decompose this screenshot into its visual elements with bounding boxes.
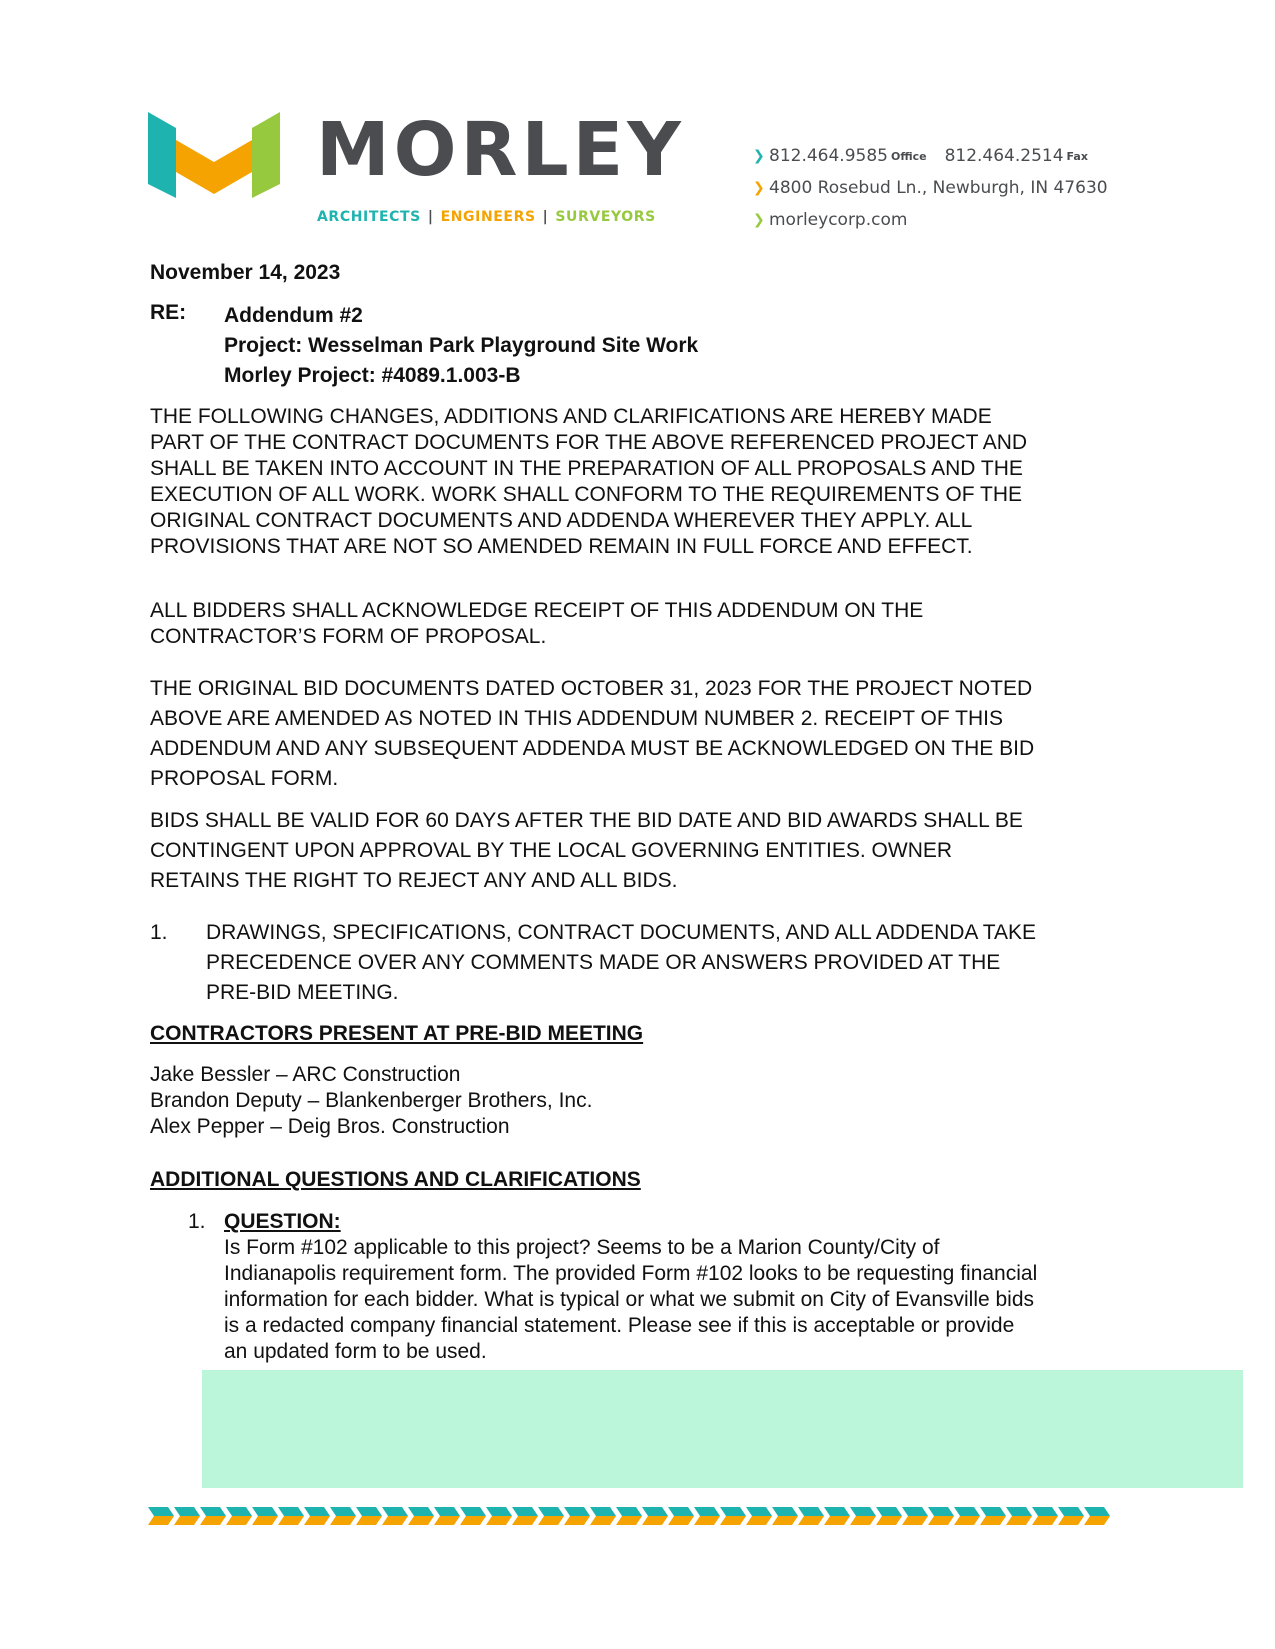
chevron-segment-top	[694, 1507, 720, 1516]
chevron-segment-top	[512, 1507, 538, 1516]
brand-name: MORLEY	[316, 107, 685, 193]
chevron-segment-top	[174, 1507, 200, 1516]
chevron-segment-top	[928, 1507, 954, 1516]
re-line: Addendum #2	[224, 304, 363, 327]
paragraph-line: ABOVE ARE AMENDED AS NOTED IN THIS ADDENDUM NUMBER 2. RECEIPT OF THIS	[150, 707, 1004, 730]
chevron-segment-top	[304, 1507, 330, 1516]
brand-tagline	[317, 209, 656, 225]
chevron-segment-top	[1058, 1507, 1084, 1516]
chevron-segment-bottom	[720, 1516, 746, 1525]
chevron-segment-bottom	[850, 1516, 876, 1525]
chevron-segment-top	[200, 1507, 226, 1516]
chevron-segment-top	[876, 1507, 902, 1516]
chevron-segment-top	[1032, 1507, 1058, 1516]
question-line: information for each bidder. What is typical or what we submit on City of Evansville bids	[224, 1288, 1035, 1311]
chevron-segment-bottom	[174, 1516, 200, 1525]
answer-highlight-box	[202, 1370, 1243, 1488]
office-phone: 812.464.9585	[769, 146, 888, 166]
contact-phone-row	[753, 140, 1108, 172]
chevron-segment-top	[668, 1507, 694, 1516]
chevron-segment-top	[252, 1507, 278, 1516]
re-subject	[224, 301, 698, 391]
paragraph-changes	[150, 404, 1120, 560]
chevron-segment-top	[226, 1507, 252, 1516]
item-line: PRECEDENCE OVER ANY COMMENTS MADE OR ANSWERS PROVIDED AT THE	[206, 951, 1001, 974]
paragraph-bids-valid	[150, 806, 1120, 896]
item-line: PRE-BID MEETING.	[206, 981, 399, 1004]
chevron-segment-bottom	[694, 1516, 720, 1525]
contact-website-row	[753, 204, 1108, 236]
chevron-segment-top	[564, 1507, 590, 1516]
contractor-entry: Jake Bessler – ARC Construction	[150, 1063, 461, 1086]
chevron-segment-bottom	[824, 1516, 850, 1525]
chevron-segment-top	[434, 1507, 460, 1516]
chevron-segment-top	[590, 1507, 616, 1516]
chevron-segment-bottom	[876, 1516, 902, 1525]
chevron-segment-bottom	[200, 1516, 226, 1525]
tagline-surveyors: SURVEYORS	[555, 209, 656, 225]
paragraph-line: ADDENDUM AND ANY SUBSEQUENT ADDENDA MUST BE ACKNOWLEDGED ON THE BID	[150, 737, 1035, 760]
chevron-band-divider	[148, 1507, 1118, 1525]
office-label: Office	[890, 149, 927, 163]
chevron-segment-top	[278, 1507, 304, 1516]
numbered-item	[150, 918, 1130, 1008]
chevron-segment-bottom	[148, 1516, 174, 1525]
re-line: Morley Project: #4089.1.003-B	[224, 364, 521, 387]
question-line: is a redacted company financial statement. Please see if this is acceptable or provide	[224, 1314, 1015, 1337]
chevron-segment-top	[356, 1507, 382, 1516]
chevron-segment-bottom	[928, 1516, 954, 1525]
question-line: Indianapolis requirement form. The provided Form #102 looks to be requesting financial	[224, 1262, 1038, 1285]
chevron-segment-bottom	[1058, 1516, 1084, 1525]
chevron-segment-top	[486, 1507, 512, 1516]
chevron-segment-top	[798, 1507, 824, 1516]
question-label: QUESTION:	[224, 1210, 341, 1233]
chevron-segment-top	[850, 1507, 876, 1516]
chevron-segment-top	[330, 1507, 356, 1516]
chevron-bullet-icon: ❯	[753, 212, 765, 228]
paragraph-line: BIDS SHALL BE VALID FOR 60 DAYS AFTER THE BID DATE AND BID AWARDS SHALL BE	[150, 809, 1023, 832]
contractor-entry: Brandon Deputy – Blankenberger Brothers, Inc.	[150, 1089, 593, 1112]
chevron-segment-top	[954, 1507, 980, 1516]
chevron-segment-bottom	[356, 1516, 382, 1525]
questions-heading: ADDITIONAL QUESTIONS AND CLARIFICATIONS	[150, 1168, 641, 1191]
paragraph-line: CONTINGENT UPON APPROVAL BY THE LOCAL GOVERNING ENTITIES. OWNER	[150, 839, 953, 862]
address: 4800 Rosebud Ln., Newburgh, IN 47630	[769, 178, 1108, 198]
paragraph-line: EXECUTION OF ALL WORK. WORK SHALL CONFORM TO THE REQUIREMENTS OF THE	[150, 483, 1023, 506]
chevron-segment-bottom	[902, 1516, 928, 1525]
chevron-segment-bottom	[980, 1516, 1006, 1525]
chevron-segment-bottom	[512, 1516, 538, 1525]
chevron-segment-top	[148, 1507, 174, 1516]
chevron-bullet-icon: ❯	[753, 180, 765, 196]
chevron-segment-top	[616, 1507, 642, 1516]
chevron-segment-bottom	[330, 1516, 356, 1525]
paragraph-line: PROVISIONS THAT ARE NOT SO AMENDED REMAIN IN FULL FORCE AND EFFECT.	[150, 535, 973, 558]
paragraph-amended	[150, 674, 1120, 794]
contractors-list	[150, 1062, 592, 1140]
paragraph-line: RETAINS THE RIGHT TO REJECT ANY AND ALL BIDS.	[150, 869, 678, 892]
paragraph-line: ALL BIDDERS SHALL ACKNOWLEDGE RECEIPT OF THIS ADDENDUM ON THE	[150, 599, 924, 622]
chevron-segment-bottom	[642, 1516, 668, 1525]
chevron-segment-top	[382, 1507, 408, 1516]
tagline-engineers: ENGINEERS	[440, 209, 536, 225]
fax-number: 812.464.2514	[944, 146, 1064, 166]
chevron-segment-top	[538, 1507, 564, 1516]
morley-logo-mark	[148, 110, 280, 200]
chevron-segment-bottom	[382, 1516, 408, 1525]
question-line: an updated form to be used.	[224, 1340, 487, 1363]
chevron-segment-bottom	[538, 1516, 564, 1525]
question-item	[188, 1209, 1108, 1365]
chevron-segment-top	[772, 1507, 798, 1516]
paragraph-line: ORIGINAL CONTRACT DOCUMENTS AND ADDENDA WHEREVER THEY APPLY. ALL	[150, 509, 973, 532]
chevron-segment-top	[720, 1507, 746, 1516]
fax-label: Fax	[1066, 149, 1088, 163]
chevron-segment-bottom	[486, 1516, 512, 1525]
chevron-segment-bottom	[616, 1516, 642, 1525]
tagline-architects: ARCHITECTS	[317, 209, 421, 225]
chevron-segment-bottom	[772, 1516, 798, 1525]
chevron-segment-top	[460, 1507, 486, 1516]
paragraph-line: PROPOSAL FORM.	[150, 767, 339, 790]
paragraph-line: CONTRACTOR’S FORM OF PROPOSAL.	[150, 625, 547, 648]
chevron-segment-bottom	[954, 1516, 980, 1525]
tagline-separator: |	[427, 209, 434, 225]
item-number: 1.	[150, 921, 168, 944]
chevron-segment-bottom	[668, 1516, 694, 1525]
letter-date: November 14, 2023	[150, 261, 341, 284]
chevron-segment-bottom	[564, 1516, 590, 1525]
paragraph-acknowledge	[150, 598, 1120, 650]
chevron-segment-top	[1006, 1507, 1032, 1516]
chevron-segment-bottom	[226, 1516, 252, 1525]
contractors-heading: CONTRACTORS PRESENT AT PRE-BID MEETING	[150, 1022, 644, 1045]
chevron-segment-bottom	[408, 1516, 434, 1525]
chevron-segment-bottom	[460, 1516, 486, 1525]
chevron-segment-bottom	[252, 1516, 278, 1525]
chevron-segment-bottom	[746, 1516, 772, 1525]
chevron-segment-bottom	[590, 1516, 616, 1525]
paragraph-line: THE ORIGINAL BID DOCUMENTS DATED OCTOBER 31, 2023 FOR THE PROJECT NOTED	[150, 677, 1033, 700]
chevron-segment-top	[408, 1507, 434, 1516]
chevron-segment-top	[980, 1507, 1006, 1516]
question-text	[224, 1235, 1108, 1365]
chevron-segment-bottom	[304, 1516, 330, 1525]
contractor-entry: Alex Pepper – Deig Bros. Construction	[150, 1115, 510, 1138]
chevron-segment-bottom	[1006, 1516, 1032, 1525]
chevron-segment-top	[642, 1507, 668, 1516]
re-label: RE:	[150, 301, 187, 324]
question-number: 1.	[188, 1210, 206, 1233]
chevron-bullet-icon: ❯	[753, 148, 765, 164]
website-link[interactable]: morleycorp.com	[769, 210, 908, 230]
item-text	[206, 918, 1130, 1008]
chevron-segment-bottom	[278, 1516, 304, 1525]
paragraph-line: SHALL BE TAKEN INTO ACCOUNT IN THE PREPARATION OF ALL PROPOSALS AND THE	[150, 457, 1023, 480]
chevron-segment-bottom	[1084, 1516, 1110, 1525]
chevron-segment-top	[902, 1507, 928, 1516]
contact-block	[753, 140, 1108, 236]
chevron-segment-top	[1084, 1507, 1110, 1516]
item-line: DRAWINGS, SPECIFICATIONS, CONTRACT DOCUMENTS, AND ALL ADDENDA TAKE	[206, 921, 1037, 944]
chevron-segment-top	[824, 1507, 850, 1516]
chevron-segment-bottom	[434, 1516, 460, 1525]
question-line: Is Form #102 applicable to this project? Seems to be a Marion County/City of	[224, 1236, 940, 1259]
paragraph-line: THE FOLLOWING CHANGES, ADDITIONS AND CLARIFICATIONS ARE HEREBY MADE	[150, 405, 992, 428]
chevron-segment-top	[746, 1507, 772, 1516]
contact-address-row	[753, 172, 1108, 204]
chevron-segment-bottom	[1032, 1516, 1058, 1525]
tagline-separator: |	[542, 209, 549, 225]
chevron-segment-bottom	[798, 1516, 824, 1525]
paragraph-line: PART OF THE CONTRACT DOCUMENTS FOR THE ABOVE REFERENCED PROJECT AND	[150, 431, 1028, 454]
re-line: Project: Wesselman Park Playground Site Work	[224, 334, 699, 357]
